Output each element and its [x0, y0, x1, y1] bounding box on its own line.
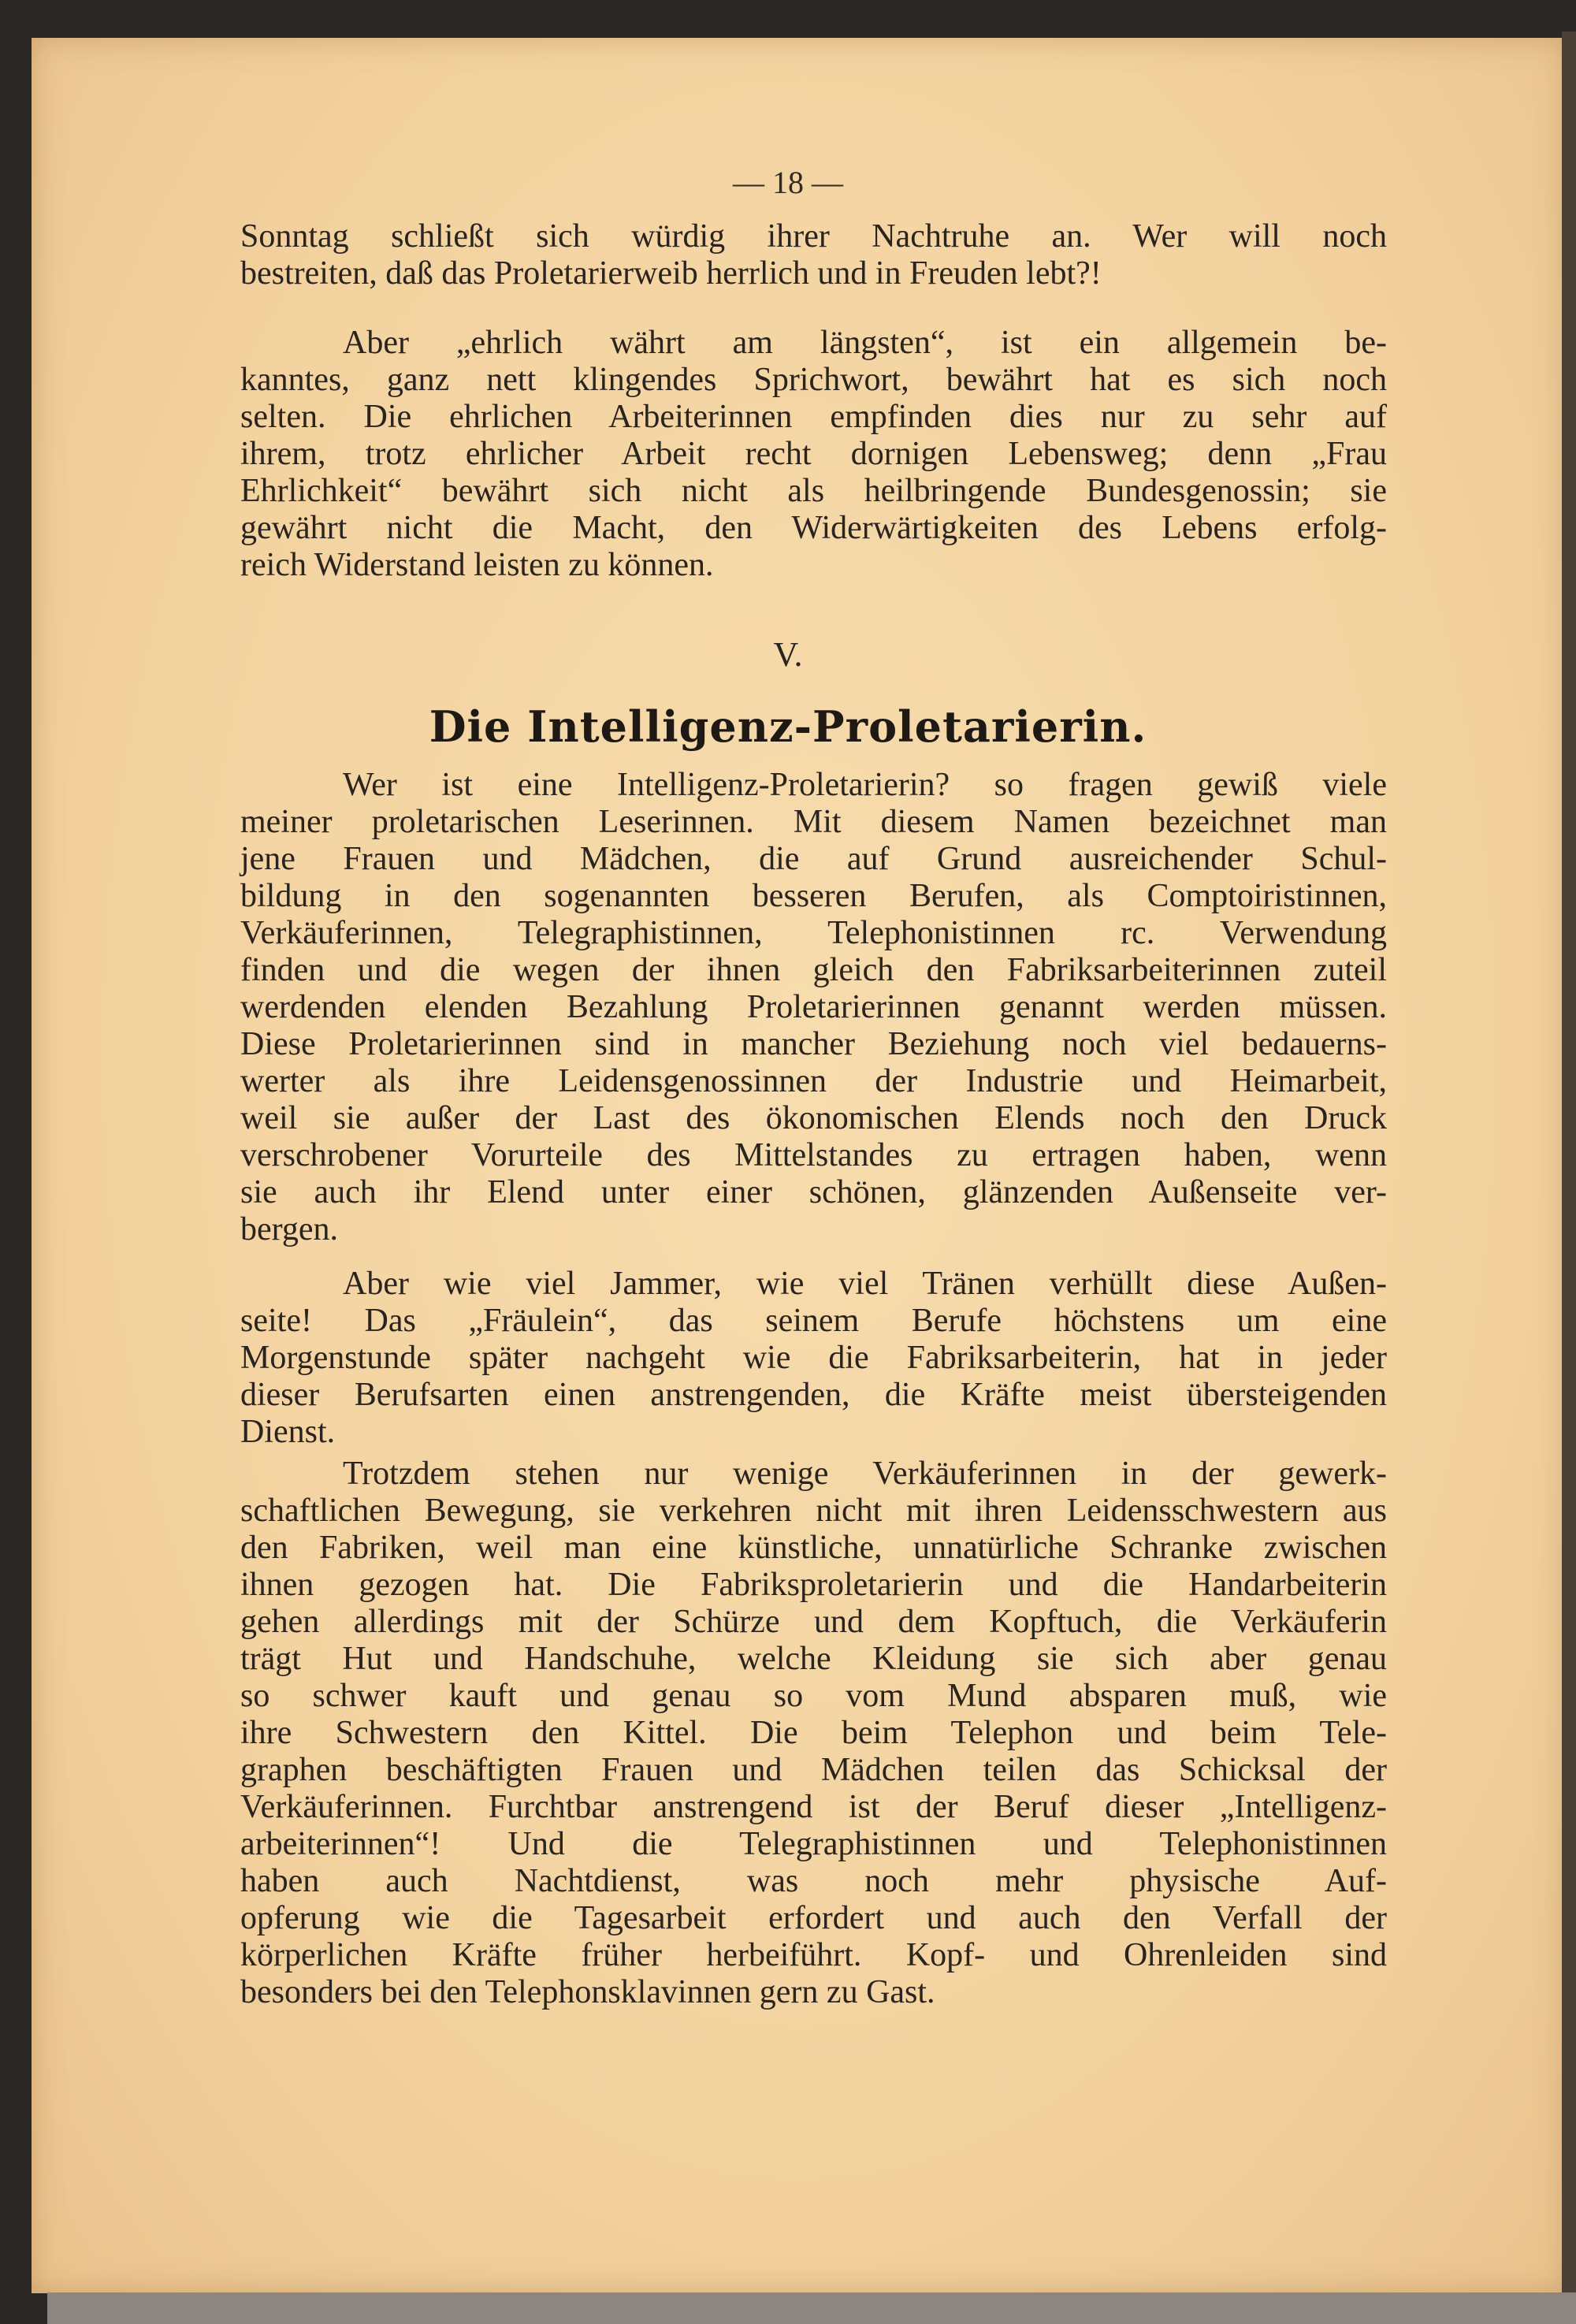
paragraph	[240, 218, 1387, 292]
text-line: Sonntag schließt sich würdig ihrer Nachtruhe an. Wer will noch	[240, 218, 1387, 255]
text-line: Diese Proletarierinnen sind in mancher Beziehung noch viel bedauerns-	[240, 1026, 1387, 1062]
text-line: ihre Schwestern den Kittel. Die beim Telephon und beim Tele-	[240, 1715, 1387, 1751]
text-line: seite! Das „Fräulein“, das seinem Berufe höchstens um eine	[240, 1303, 1387, 1339]
text-line: bildung in den sogenannten besseren Berufen, als Comptoiristinnen,	[240, 878, 1387, 914]
text-line: schaftlichen Bewegung, sie verkehren nicht mit ihren Leidensschwestern aus	[240, 1493, 1387, 1529]
text-line: Morgenstunde später nachgeht wie die Fabriksarbeiterin, hat in jeder	[240, 1340, 1387, 1376]
section-numeral: V.	[773, 635, 803, 674]
text-line: Ehrlichkeit“ bewährt sich nicht als heilbringende Bundesgenossin; sie	[240, 473, 1387, 509]
text-line: haben auch Nachtdienst, was noch mehr physische Auf-	[240, 1863, 1387, 1899]
text-line: werdenden elenden Bezahlung Proletarierinnen genannt werden müssen.	[240, 989, 1387, 1025]
text-line: Aber „ehrlich währt am längsten“, ist ein allgemein be-	[343, 325, 1387, 361]
text-line: so schwer kauft und genau so vom Mund absparen muß, wie	[240, 1678, 1387, 1714]
text-line: gehen allerdings mit der Schürze und dem Kopftuch, die Verkäuferin	[240, 1604, 1387, 1640]
text-line: graphen beschäftigten Frauen und Mädchen teilen das Schicksal der	[240, 1752, 1387, 1788]
text-line: bergen.	[240, 1211, 339, 1248]
page-number: — 18 —	[733, 165, 843, 200]
scan-bottom-edge	[47, 2292, 1576, 2324]
text-line: bestreiten, daß das Proletarierweib herrlich und in Freuden lebt?!	[240, 255, 1102, 292]
text-line: Dienst.	[240, 1414, 336, 1450]
paragraph	[240, 1266, 1387, 1451]
text-line: den Fabriken, weil man eine künstliche, unnatürliche Schranke zwischen	[240, 1530, 1387, 1566]
text-line: Verkäuferinnen, Telegraphistinnen, Telephonistinnen rc. Verwendung	[240, 915, 1387, 951]
text-line: Verkäuferinnen. Furchtbar anstrengend ist der Beruf dieser „Intelligenz-	[240, 1789, 1387, 1825]
paragraph	[240, 325, 1387, 584]
text-line: verschrobener Vorurteile des Mittelstandes zu ertragen haben, wenn	[240, 1137, 1387, 1173]
paragraph	[240, 1456, 1387, 2011]
text-line: finden und die wegen der ihnen gleich den Fabriksarbeiterinnen zuteil	[240, 952, 1387, 988]
text-line: ihnen gezogen hat. Die Fabriksproletarierin und die Handarbeiterin	[240, 1567, 1387, 1603]
text-line: ihrem, trotz ehrlicher Arbeit recht dornigen Lebensweg; denn „Frau	[240, 436, 1387, 472]
text-line: trägt Hut und Handschuhe, welche Kleidung sie sich aber genau	[240, 1641, 1387, 1677]
text-line: dieser Berufsarten einen anstrengenden, die Kräfte meist übersteigenden	[240, 1377, 1387, 1413]
text-line: arbeiterinnen“! Und die Telegraphistinnen und Telephonistinnen	[240, 1826, 1387, 1862]
text-line: gewährt nicht die Macht, den Widerwärtigkeiten des Lebens erfolg-	[240, 510, 1387, 546]
text-line: besonders bei den Telephonsklavinnen gern zu Gast.	[240, 1974, 935, 2010]
text-line: werter als ihre Leidensgenossinnen der Industrie und Heimarbeit,	[240, 1063, 1387, 1099]
book-spine-edge	[1562, 32, 1576, 2309]
text-line: weil sie außer der Last des ökonomischen Elends noch den Druck	[240, 1100, 1387, 1136]
text-line: sie auch ihr Elend unter einer schönen, glänzenden Außenseite ver-	[240, 1174, 1387, 1210]
text-line: Wer ist eine Intelligenz-Proletarierin? so fragen gewiß viele	[343, 767, 1387, 803]
text-line: Aber wie viel Jammer, wie viel Tränen verhüllt diese Außen-	[343, 1266, 1387, 1302]
paragraph	[240, 767, 1387, 1248]
text-line: körperlichen Kräfte früher herbeiführt. Kopf- und Ohrenleiden sind	[240, 1937, 1387, 1973]
text-line: opferung wie die Tagesarbeit erfordert und auch den Verfall der	[240, 1900, 1387, 1936]
text-line: jene Frauen und Mädchen, die auf Grund ausreichender Schul-	[240, 841, 1387, 877]
text-line: reich Widerstand leisten zu können.	[240, 547, 714, 583]
text-line: meiner proletarischen Leserinnen. Mit diesem Namen bezeichnet man	[240, 804, 1387, 840]
section-title: Die Intelligenz-Proletarierin.	[429, 701, 1147, 752]
text-line: kanntes, ganz nett klingendes Sprichwort, bewährt hat es sich noch	[240, 362, 1387, 398]
text-line: Trotzdem stehen nur wenige Verkäuferinnen in der gewerk-	[343, 1456, 1387, 1492]
text-line: selten. Die ehrlichen Arbeiterinnen empfinden dies nur zu sehr auf	[240, 399, 1387, 435]
